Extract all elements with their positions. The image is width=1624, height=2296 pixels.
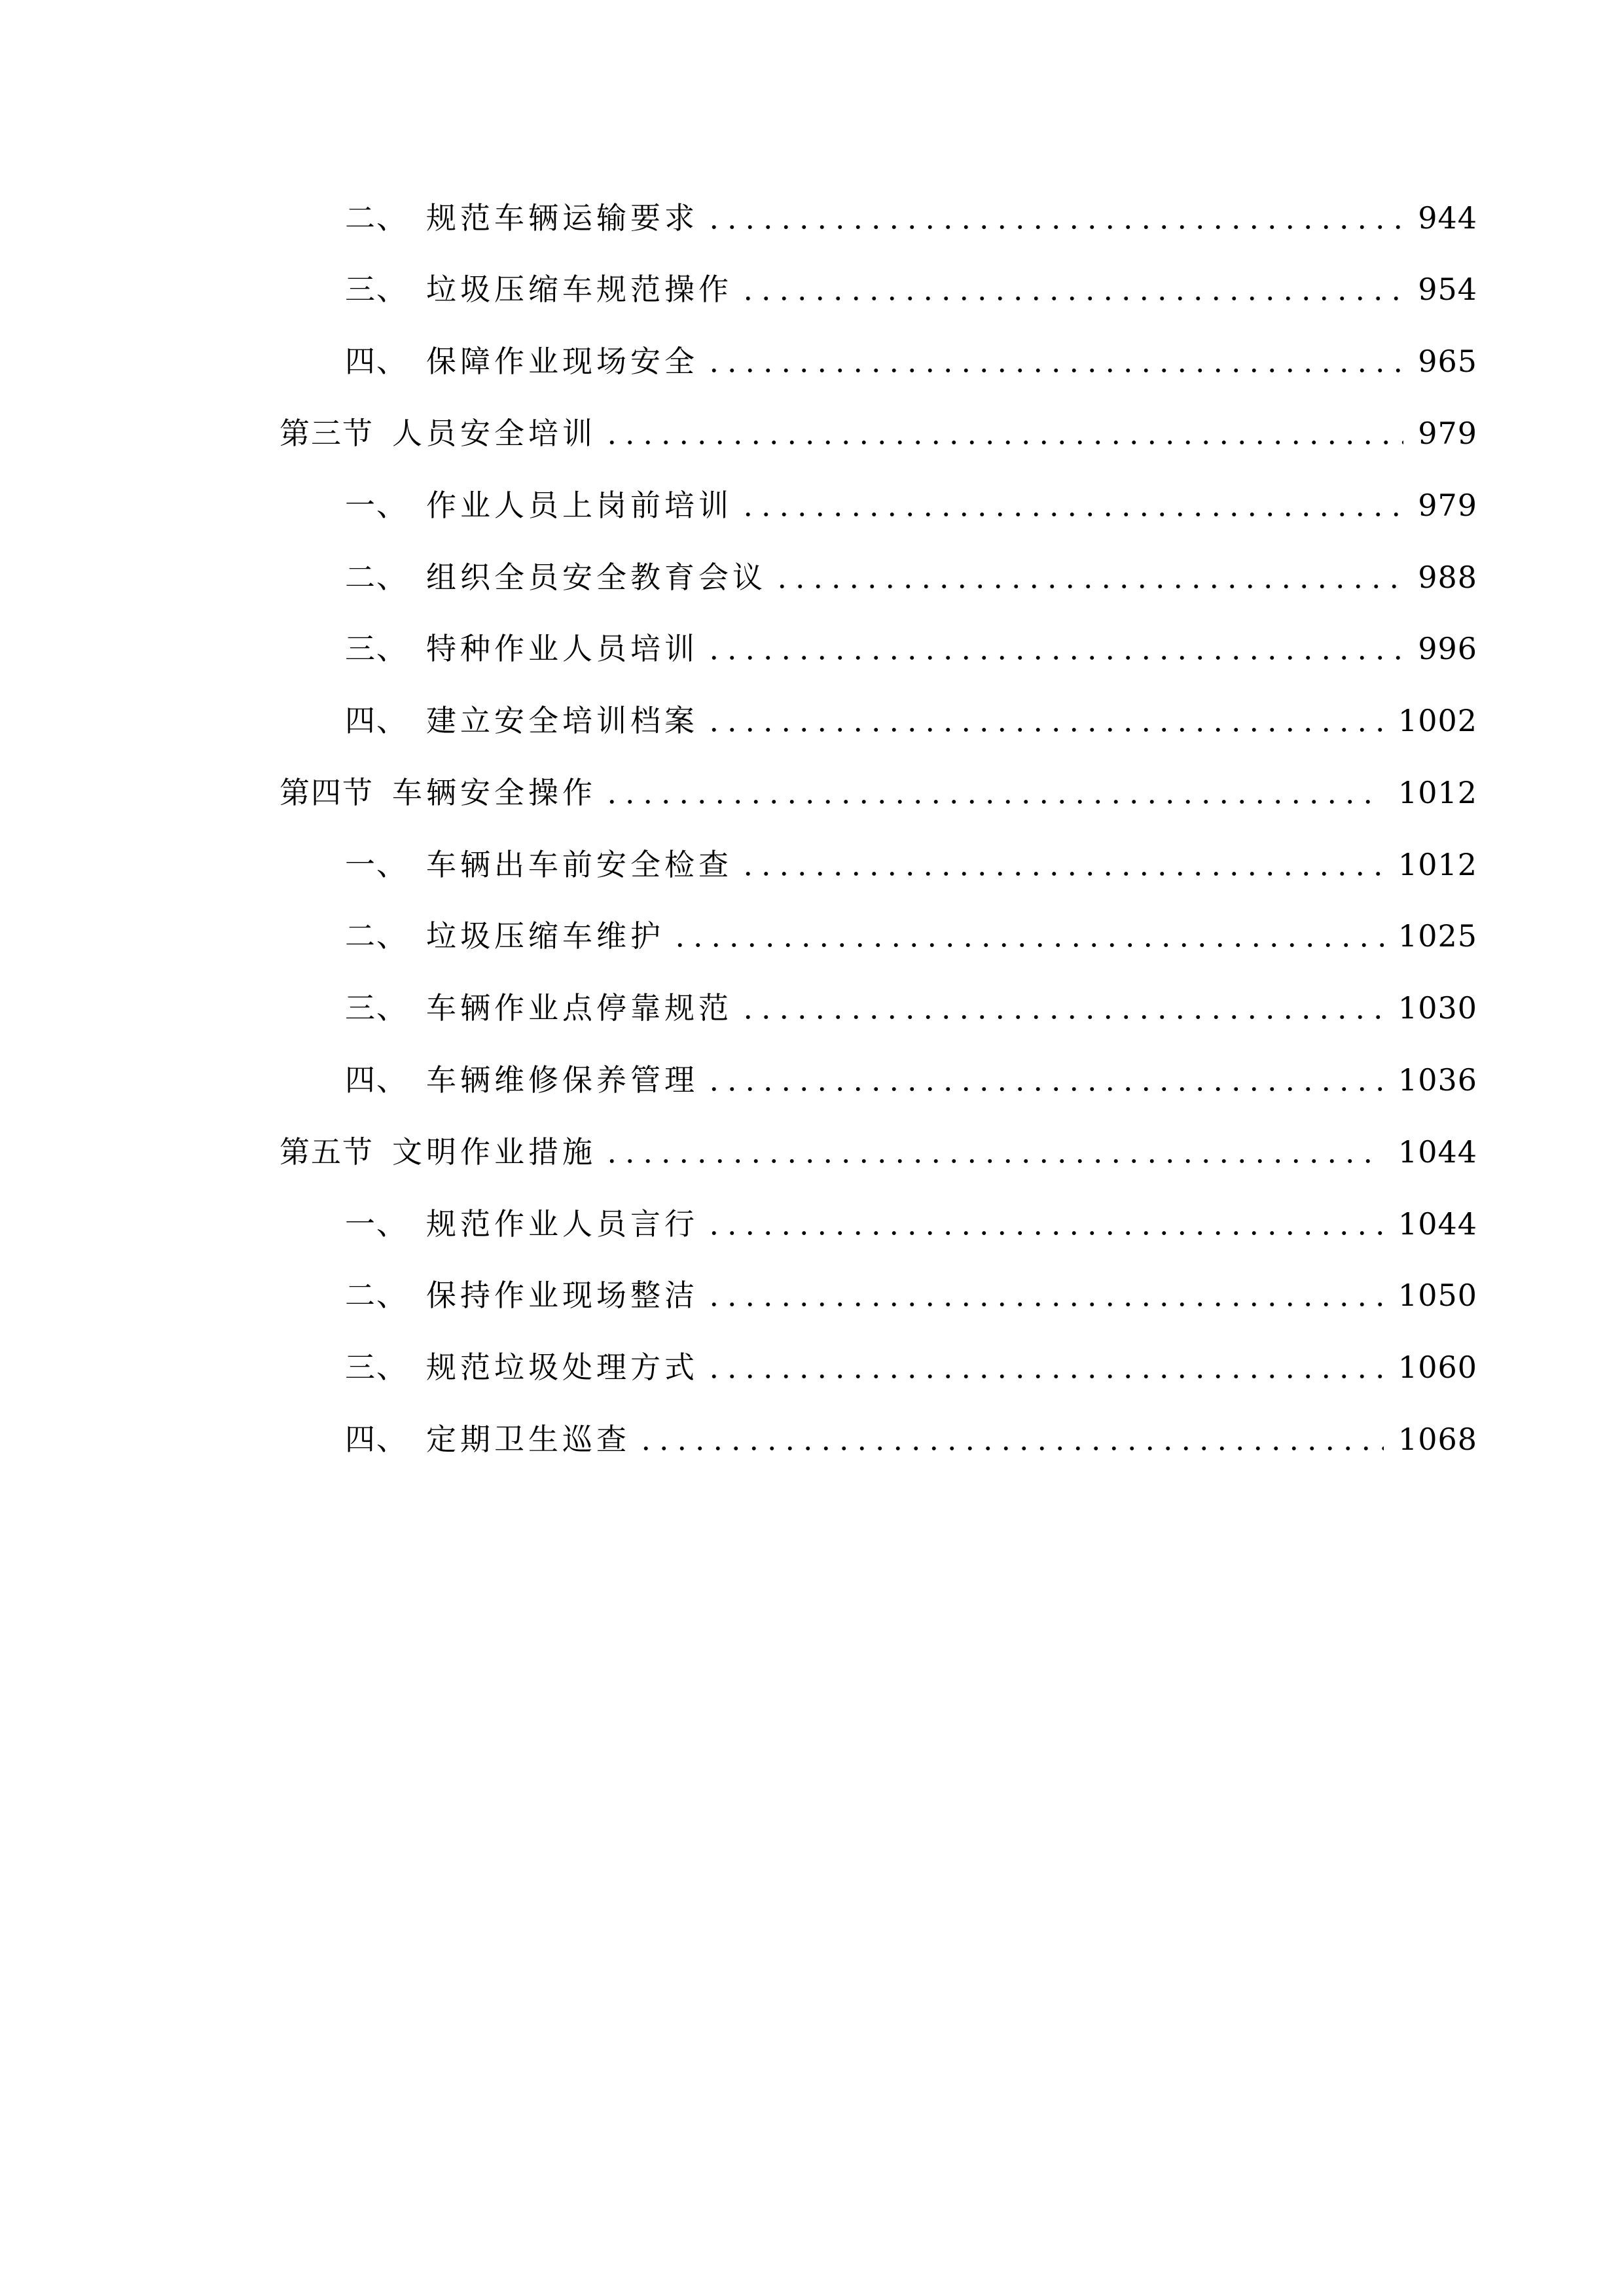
- toc-dot-leader: [603, 769, 1384, 816]
- toc-entry-page: 1068: [1398, 1422, 1477, 1457]
- toc-entry-title: 定期卫生巡查: [426, 1422, 630, 1457]
- toc-dot-leader: [773, 554, 1403, 601]
- toc-entry-page: 988: [1418, 560, 1477, 595]
- toc-section-number: 第三节: [280, 416, 374, 451]
- toc-entry-title: 建立安全培训档案: [426, 703, 698, 738]
- toc-entry-page: 1012: [1398, 847, 1477, 882]
- toc-dot-leader: [671, 912, 1384, 960]
- toc-entry-title: 车辆维修保养管理: [426, 1062, 698, 1098]
- toc-entry-page: 996: [1418, 631, 1477, 666]
- toc-entry-title: 规范垃圾处理方式: [426, 1350, 698, 1385]
- toc-dot-leader: [705, 194, 1403, 242]
- toc-entry-title: 特种作业人员培训: [426, 631, 698, 666]
- toc-entry-page: 1025: [1398, 918, 1477, 954]
- toc-entry[interactable]: [345, 554, 1477, 601]
- toc-entry-page: 944: [1418, 200, 1477, 236]
- toc-entry-title: 作业人员上岗前培训: [426, 488, 732, 523]
- toc-dot-leader: [705, 1200, 1384, 1247]
- toc-entry-number: 一、: [345, 488, 408, 523]
- toc-dot-leader: [705, 338, 1403, 385]
- toc-dot-leader: [705, 1344, 1384, 1391]
- toc-entry-title: 垃圾压缩车规范操作: [426, 272, 732, 307]
- toc-entry[interactable]: [345, 625, 1477, 672]
- toc-entry-number: 三、: [345, 631, 408, 666]
- toc-dot-leader: [739, 266, 1403, 313]
- toc-section-number: 第四节: [280, 775, 374, 810]
- toc-entry-page: 979: [1418, 488, 1477, 523]
- toc-entry-number: 一、: [345, 847, 408, 882]
- toc-entry[interactable]: [345, 841, 1477, 888]
- toc-entry-number: 三、: [345, 990, 408, 1026]
- toc-section-entry[interactable]: [280, 410, 1477, 457]
- toc-entry-title: 车辆作业点停靠规范: [426, 990, 732, 1026]
- toc-entry[interactable]: [345, 912, 1477, 960]
- toc-entry-number: 四、: [345, 1062, 408, 1098]
- toc-entry[interactable]: [345, 984, 1477, 1031]
- toc-entry-title: 规范车辆运输要求: [426, 200, 698, 236]
- toc-entry-title: 规范作业人员言行: [426, 1206, 698, 1242]
- toc-entry-page: 1036: [1398, 1062, 1477, 1098]
- toc-dot-leader: [705, 625, 1403, 672]
- toc-entry[interactable]: [345, 1272, 1477, 1319]
- toc-entry-number: 二、: [345, 1278, 408, 1313]
- toc-entry-title: 保障作业现场安全: [426, 344, 698, 379]
- toc-dot-leader: [637, 1416, 1384, 1463]
- toc-entry-title: 车辆出车前安全检查: [426, 847, 732, 882]
- toc-section-title: 文明作业措施: [392, 1134, 596, 1170]
- toc-section-entry[interactable]: [280, 769, 1477, 816]
- toc-entry[interactable]: [345, 266, 1477, 313]
- toc-dot-leader: [705, 1056, 1384, 1103]
- toc-entry-number: 二、: [345, 918, 408, 954]
- toc-dot-leader: [705, 697, 1384, 744]
- toc-entry[interactable]: [345, 1344, 1477, 1391]
- toc-entry-page: 954: [1418, 272, 1477, 307]
- toc-dot-leader: [705, 1272, 1384, 1319]
- toc-entry-number: 二、: [345, 560, 408, 595]
- toc-entry-number: 四、: [345, 1422, 408, 1457]
- toc-entry[interactable]: [345, 1416, 1477, 1463]
- toc-entry-title: 组织全员安全教育会议: [426, 560, 767, 595]
- toc-entry-number: 三、: [345, 1350, 408, 1385]
- toc-dot-leader: [739, 482, 1403, 529]
- toc-dot-leader: [739, 841, 1384, 888]
- toc-section-title: 人员安全培训: [392, 416, 596, 451]
- toc-entry-page: 1060: [1398, 1350, 1477, 1385]
- toc-entry-page: 1002: [1398, 703, 1477, 738]
- toc-entry-title: 保持作业现场整洁: [426, 1278, 698, 1313]
- toc-entry-number: 三、: [345, 272, 408, 307]
- toc-entry[interactable]: [345, 697, 1477, 744]
- toc-entry-page: 1044: [1398, 1206, 1477, 1242]
- toc-section-title: 车辆安全操作: [392, 775, 596, 810]
- toc-entry-page: 965: [1418, 344, 1477, 379]
- toc-entry[interactable]: [345, 1056, 1477, 1103]
- toc-entry[interactable]: [345, 194, 1477, 242]
- toc-entry-page: 979: [1418, 416, 1477, 451]
- toc-dot-leader: [603, 1128, 1384, 1175]
- toc-entry-page: 1012: [1398, 775, 1477, 810]
- toc-entry-page: 1044: [1398, 1134, 1477, 1170]
- toc-section-number: 第五节: [280, 1134, 374, 1170]
- toc-entry-number: 二、: [345, 200, 408, 236]
- toc-entry-number: 四、: [345, 703, 408, 738]
- toc-entry-page: 1030: [1398, 990, 1477, 1026]
- toc-section-entry[interactable]: [280, 1128, 1477, 1175]
- toc-entry[interactable]: [345, 338, 1477, 385]
- toc-entry-number: 四、: [345, 344, 408, 379]
- toc-entry[interactable]: [345, 482, 1477, 529]
- toc-dot-leader: [603, 410, 1403, 457]
- toc-entry[interactable]: [345, 1200, 1477, 1247]
- toc-entry-page: 1050: [1398, 1278, 1477, 1313]
- toc-dot-leader: [739, 984, 1384, 1031]
- toc-entry-title: 垃圾压缩车维护: [426, 918, 664, 954]
- toc-entry-number: 一、: [345, 1206, 408, 1242]
